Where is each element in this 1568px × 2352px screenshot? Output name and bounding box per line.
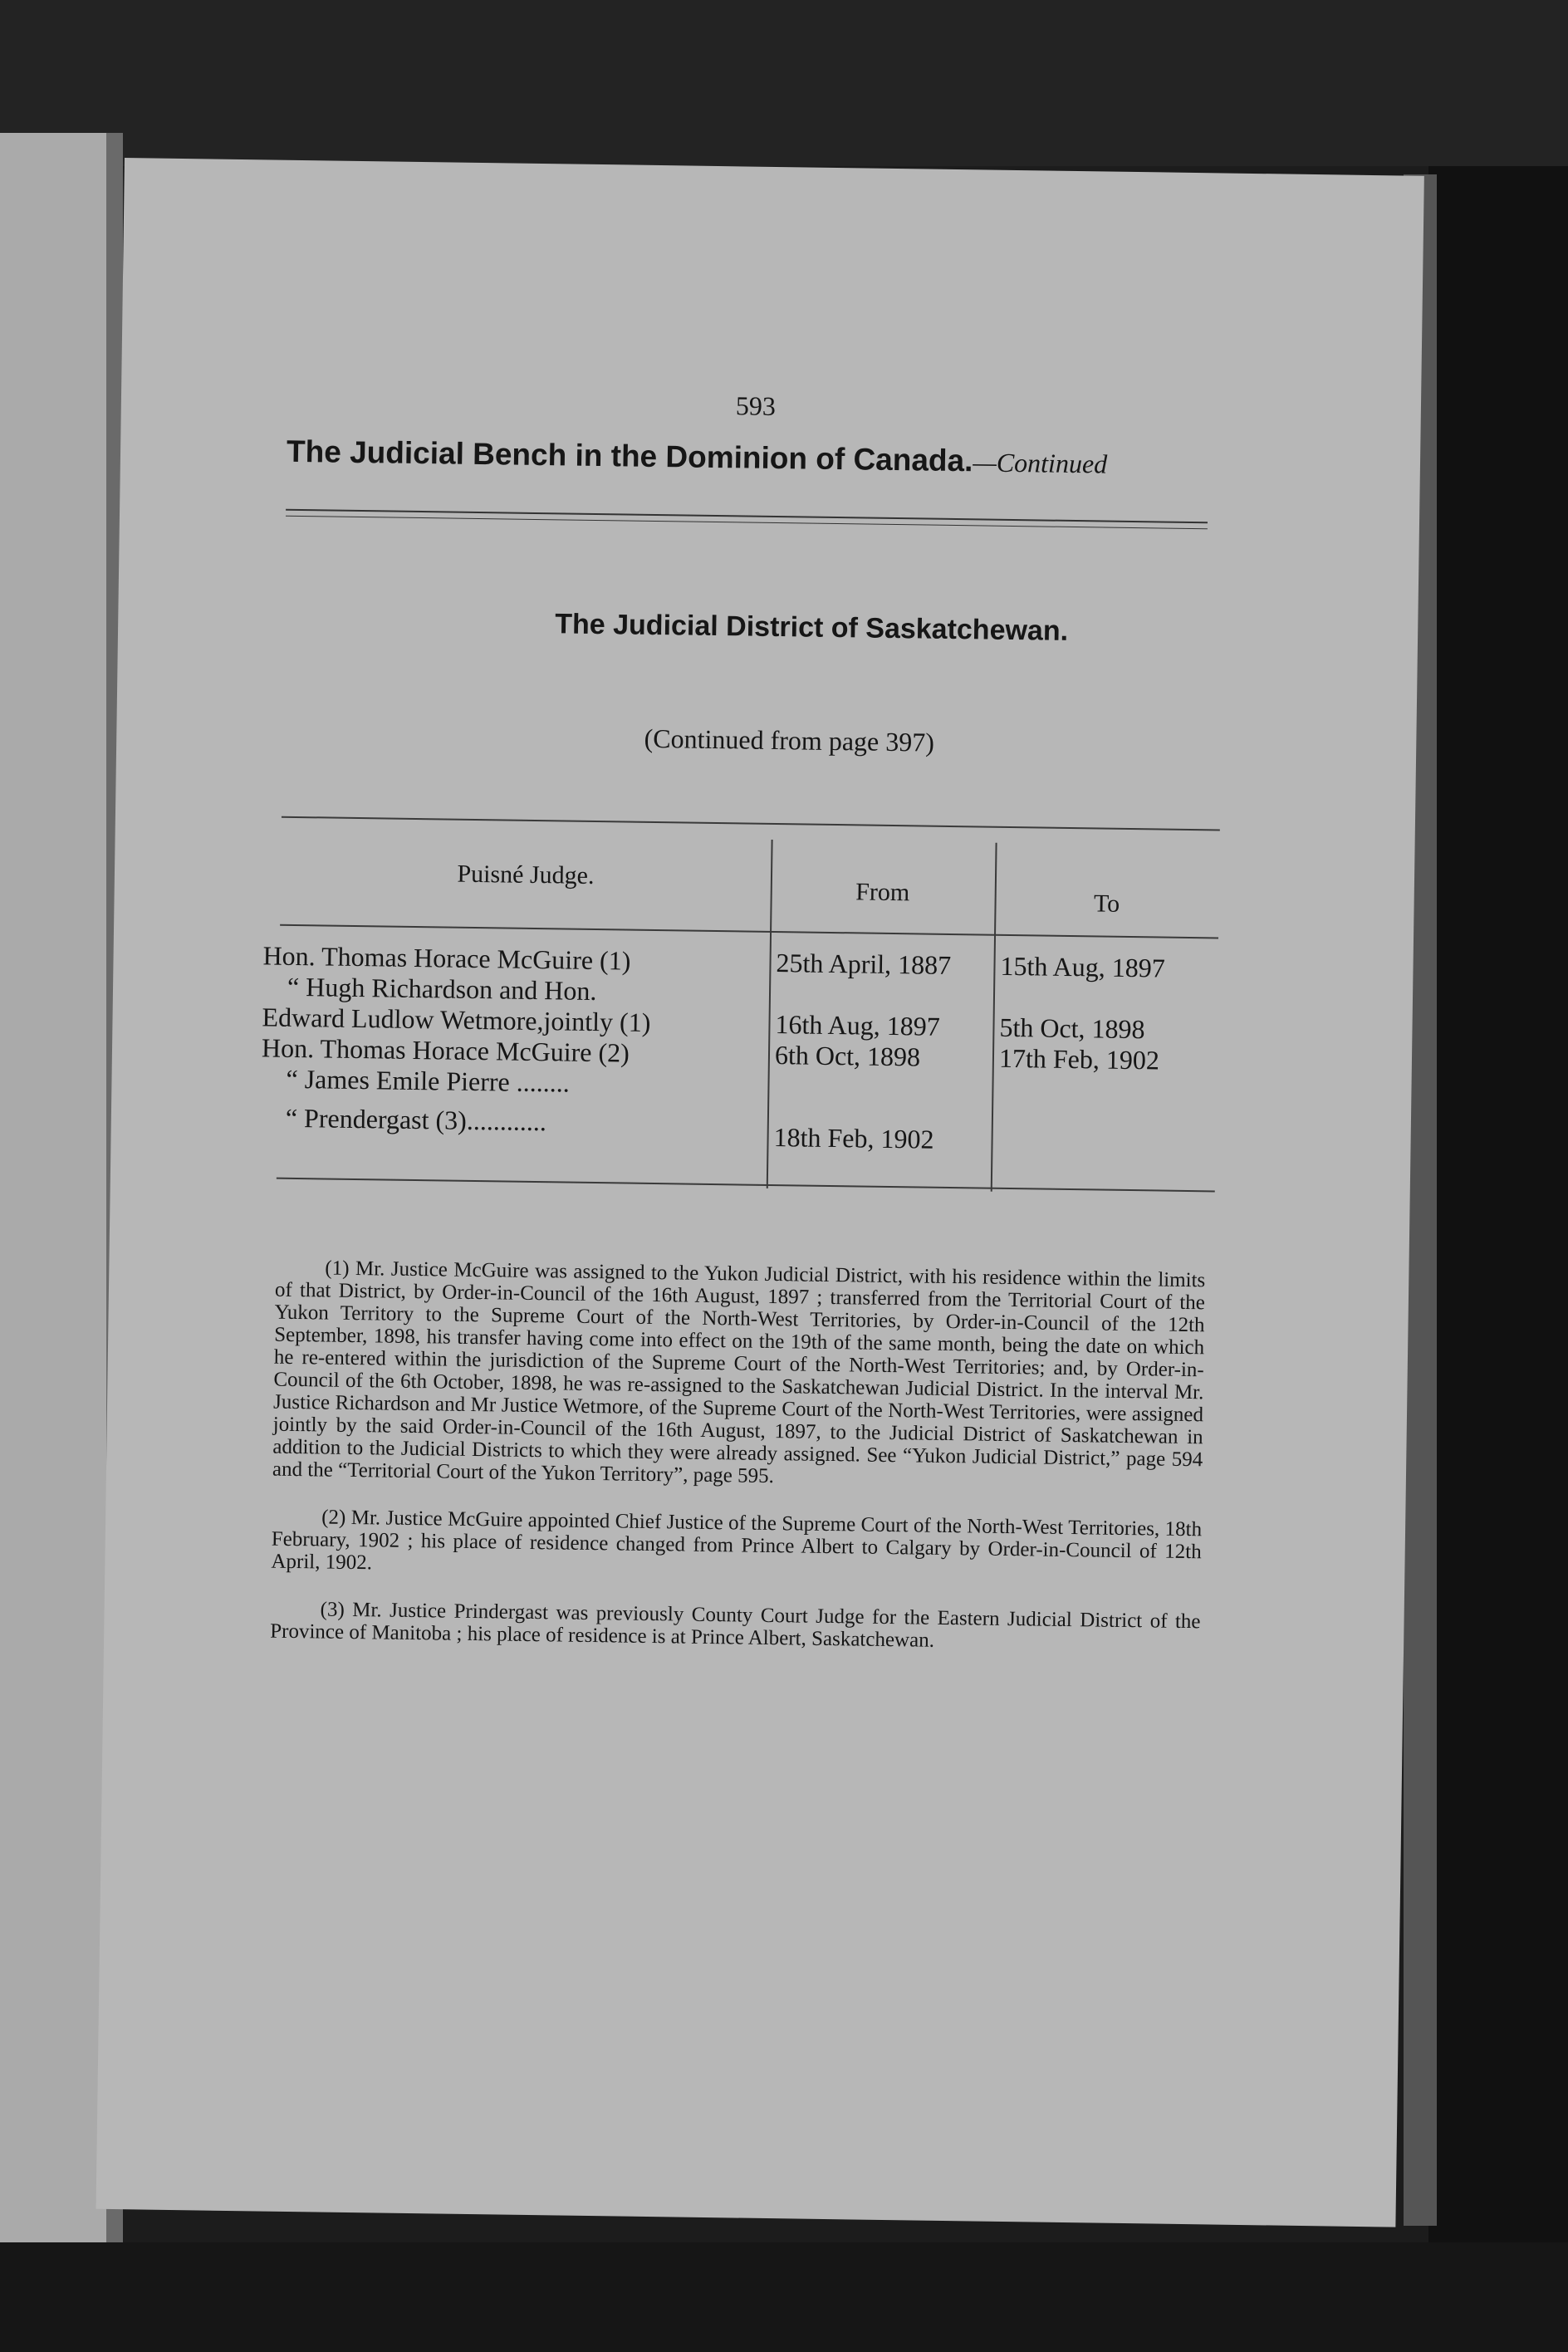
table-cell-to: 15th Aug, 1897 [1000,950,1165,983]
table-bottom-rule [277,1178,1215,1193]
running-head-continued: —Continued [973,447,1108,479]
running-head-title: The Judicial Bench in the Dominion of Canada. [286,434,973,478]
continued-note: (Continued from page 397) [644,723,935,757]
page-number: 593 [735,390,777,421]
section-title: The Judicial District of Saskatchewan. [555,608,1069,647]
table-cell-to: 17th Feb, 1902 [998,1042,1160,1076]
scan-background-top [0,0,1568,166]
table-cell-judge: “ Hugh Richardson and Hon. [287,971,597,1007]
facing-page [0,133,116,2251]
table-cell-judge: “ James Emile Pierre ........ [286,1063,570,1098]
header-rule [286,509,1208,529]
column-header-to: To [1093,889,1120,918]
footnote-2: (2) Mr. Justice McGuire appointed Chief Justice of the Supreme Court of the North-West Territories, 18th February, 1902 ; his place of residence changed from Prince Albert to Calgary by Order-in-Council of 12th April, 1902. [271,1506,1203,1575]
table-cell-judge: Hon. Thomas Horace McGuire (1) [262,940,631,976]
table-header-rule [280,924,1218,939]
table-cell-judge: Hon. Thomas Horace McGuire (2) [261,1032,630,1068]
footnotes [270,1257,1206,1681]
footnote-1: (1) Mr. Justice McGuire was assigned to the Yukon Judicial District, with his residence within the limits of that District, by Order-in-Council of the 16th August, 1897 ; transferred from the Territorial Court of the Yukon Territory to the Supreme Court of the North-West Territories, by Order-in-Council of the 12th September, 1898, his transfer having come into effect on the 19th of the same month, being the date on which he re-entered within the jurisdiction of the Supreme Court of the North-West Territories; and, by Order-in-Council of the 6th October, 1898, he was re-assigned to the Saskatchewan Judicial District. In the interval Mr. Justice Richardson and Mr Justice Wetmore, of the Supreme Court of the North-West Territories, were assigned jointly by the said Order-in-Council of the 16th August, 1897, to the Judicial District of Saskatchewan in addition to the Judicial Districts to which they were already assigned. See “Yukon Judicial District,” page 594 and the “Territorial Court of the Yukon Territory”, page 595. [272,1257,1206,1488]
scan-background-right [1428,166,1568,2352]
table-cell-from: 16th Aug, 1897 [775,1009,940,1041]
running-head [287,434,1358,484]
column-header-judge: Puisné Judge. [457,860,595,889]
table-cell-to: 5th Oct, 1898 [999,1012,1145,1045]
table-top-rule [282,816,1220,831]
table-cell-from: 6th Oct, 1898 [774,1040,921,1072]
book-page [96,158,1424,2227]
table-cell-from: 25th April, 1887 [776,948,952,980]
table-cell-judge: “ Prendergast (3)............ [285,1102,547,1137]
column-header-from: From [855,878,910,907]
judges-table [261,816,1220,1195]
footnote-3: (3) Mr. Justice Prindergast was previously County Court Judge for the Eastern Judicial District of the Province of Manitoba ; his place of residence is at Prince Albert, Saskatchewan. [270,1598,1201,1652]
scan-background-bottom [0,2242,1568,2352]
table-cell-from: 18th Feb, 1902 [773,1122,934,1154]
table-cell-judge: Edward Ludlow Wetmore,jointly (1) [262,1002,651,1037]
